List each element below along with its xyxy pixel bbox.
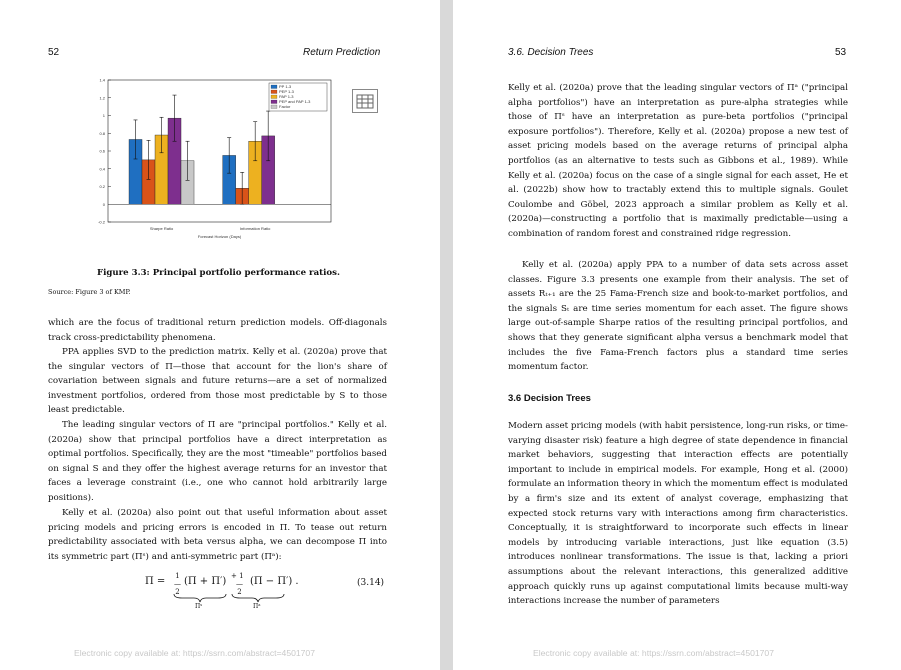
underbrace-label-antisymmetric: Πᵃ — [253, 603, 261, 610]
figure-caption: Figure 3.3: Principal portfolio performance ratios. — [97, 268, 340, 278]
equation-lhs: Π = — [145, 576, 166, 587]
y-tick-label: 0.6 — [99, 148, 105, 154]
figure-table-view-button[interactable] — [352, 89, 378, 113]
x-axis-label: Forecast Horizon (Days) — [197, 234, 242, 239]
group-label: Sharpe Ratio — [149, 226, 174, 231]
y-tick-label: 1.4 — [99, 78, 105, 83]
fraction-half: + 1 — 2 — [231, 572, 244, 596]
fraction-half: 1 — 2 — [174, 572, 181, 596]
y-tick-label: 0.4 — [99, 166, 105, 172]
legend-swatch — [271, 105, 277, 109]
paragraph: The leading singular vectors of Π are "principal portfolios." Kelly et al. (2020a) show that principal portfolios have a direct interpretation as optimal portfolios. Specifically, they are the most "timeable" portfolios based on signal S and they offer the highest average returns for an investor that faces a leverage constraint (i.e., one who cannot hold arbitrarily large positions). — [48, 420, 387, 503]
legend-box — [269, 83, 327, 111]
y-tick-label: 1.2 — [99, 95, 105, 101]
equation-underbraces — [172, 592, 292, 604]
legend-label: PP 1-3 — [279, 84, 292, 89]
legend-swatch — [271, 90, 277, 94]
legend-swatch — [271, 100, 277, 104]
y-tick-label: -0.2 — [98, 219, 105, 225]
group-label: Information Ratio — [239, 226, 271, 231]
paragraph: PPA applies SVD to the prediction matrix. Kelly et al. (2020a) prove that the singular vectors of Π—those that account for the lion's share of covariation between signals and future returns—are a set of normalized investment portfolios, ordered from those most predictable by S to those least predictable. — [48, 347, 387, 416]
underbrace-label-symmetric: Πˢ — [195, 603, 203, 610]
legend-label: Factor — [279, 104, 291, 109]
equation-term-antisymmetric: (Π − Π′) . — [250, 576, 299, 587]
paragraph: Modern asset pricing models (with habit persistence, long-run risks, or time-varying disaster risk) feature a high degree of state dependence in financial market behaviors, suggesting that interaction effects are potentially important to include in empirical models. For example, Hong et al. (2000) formulate an information theory in which the momentum effect is modulated by a firm's size and its extent of analyst coverage, emphasizing that expected stock returns vary with interactions among firm characteristics. Conceptually, it is straightforward to incorporate such effects in linear models by introducing variable interactions, just like equation (3.5) introduces nonlinear transformations. The issue is that, lacking a priori assumptions about the relevant interactions, this generalized additive approach quickly runs up against computational limits because multi-way interactions increase the number of parameters — [508, 421, 848, 607]
y-tick-label: 0.2 — [99, 184, 105, 189]
legend-label: PEP and PAP 1-3 — [279, 99, 311, 104]
page-number: 53 — [835, 47, 847, 58]
legend-label: PAP 1-3 — [279, 94, 294, 99]
bar-chart — [88, 78, 333, 248]
running-head: Return Prediction — [303, 47, 381, 58]
equation-term-symmetric: (Π + Π′) — [184, 576, 227, 587]
page-number: 52 — [48, 47, 60, 58]
footer-link[interactable]: Electronic copy available at: https://ssrn.com/abstract=4501707 — [74, 648, 315, 658]
legend-label: PEP 1-3 — [279, 89, 294, 94]
figure-source: Source: Figure 3 of KMP. — [48, 288, 131, 296]
left-page — [0, 0, 440, 670]
legend-swatch — [271, 85, 277, 89]
paragraph: which are the focus of traditional return prediction models. Off-diagonals track cross-predictability phenomena. — [48, 318, 387, 343]
right-page — [453, 0, 901, 670]
paragraph: Kelly et al. (2020a) prove that the leading singular vectors of Πᵃ ("principal alpha portfolios") have an interpretation as pure-alpha strategies while those of Πˢ have an interpretation as pure-beta portfolios ("principal exposure portfolios"). Therefore, Kelly et al. (2020a) propose a new test of asset pricing models based on the average returns of principal alpha portfolios (as an alternative to tests such as Gibbons et al., 1989). While Kelly et al. (2020a) focus on the case of a single signal for each asset, He et al. (2022b) show how to tractably extend this to multiple signals. Goulet Coulombe and Göbel, 2023 approach a similar problem as Kelly et al. (2020a)—constructing a portfolio that is maximally predictable—using a combination of random forest and constrained ridge regression. — [508, 83, 848, 239]
y-tick-label: 1 — [102, 113, 105, 118]
equation-number: (3.14) — [357, 578, 385, 588]
y-tick-label: 0 — [102, 201, 105, 207]
y-tick-label: 0.8 — [99, 130, 105, 136]
paragraph: Kelly et al. (2020a) apply PPA to a number of data sets across asset classes. Figure 3.3 presents one example from their analysis. The set of assets Rₜ₊₁ are the 25 Fama-French size and book-to-market portfolios, and the signals Sₜ are time series momentum for each asset. The figure shows large out-of-sample Sharpe ratios of the resulting principal portfolios, and shows that they generate significant alpha versus a benchmark model that includes the five Fama-French factors plus a standard time series momentum factor. — [508, 260, 848, 373]
section-heading: 3.6 Decision Trees — [508, 393, 591, 404]
footer-link[interactable]: Electronic copy available at: https://ssrn.com/abstract=4501707 — [533, 648, 774, 658]
legend-swatch — [271, 95, 277, 99]
table-view-icon — [353, 90, 377, 112]
running-head: 3.6. Decision Trees — [508, 47, 594, 58]
paragraph: Kelly et al. (2020a) also point out that useful information about asset pricing models and pricing errors is encoded in Π. To tease out return predictability associated with beta versus alpha, we can decompose Π into its symmetric part (Πˢ) and anti-symmetric part (Πᵃ): — [48, 508, 387, 562]
